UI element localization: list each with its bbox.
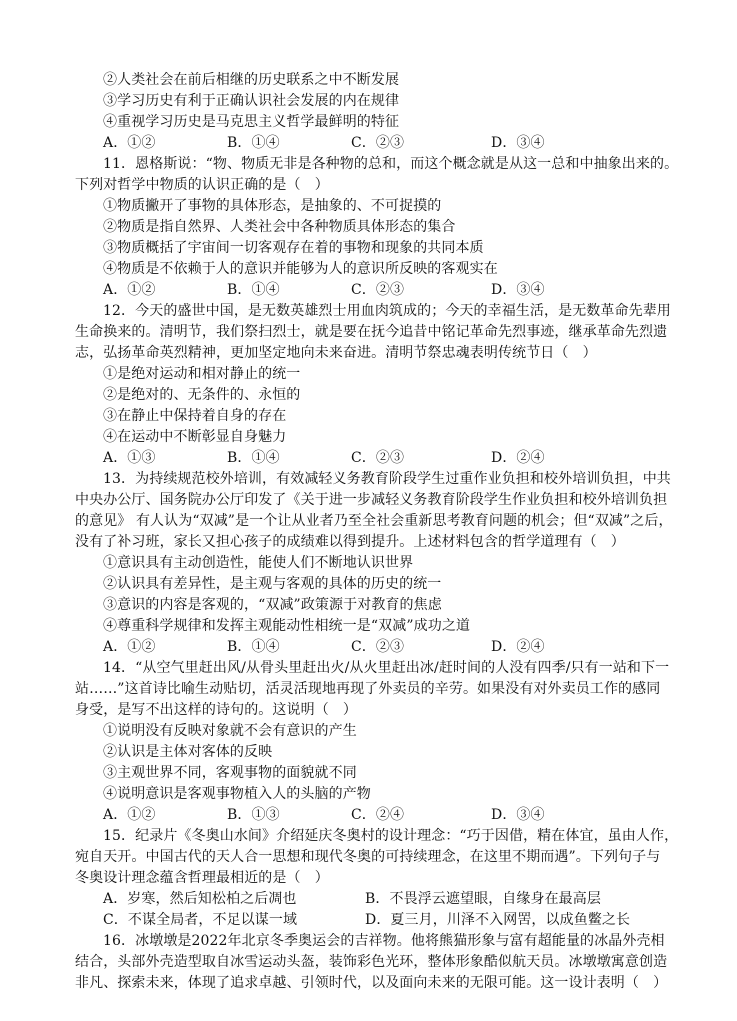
option-b: B．①④	[227, 282, 280, 298]
option-a: A．①②	[103, 639, 156, 655]
q12-statement-2: ②是绝对的、无条件的、永恒的	[103, 387, 301, 403]
q11-stem-line-2: 下列对哲学中物质的认识正确的是（ ）	[75, 177, 329, 193]
q13-statement-4: ④尊重科学规律和发挥主观能动性相统一是“双减”成功之道	[103, 618, 471, 634]
q10-statement-3: ③学习历史有利于正确认识社会发展的内在规律	[103, 93, 400, 109]
option-b: B．①④	[227, 135, 280, 151]
option-b: B．不畏浮云遮望眼，自缘身在最高层	[365, 891, 601, 907]
q13-stem-line-3: 的意见》 有人认为“双减”是一个让从业者乃至全社会重新思考教育问题的机会；但“双减”之后，	[75, 513, 673, 529]
q14-stem-line-3: 身受，是写不出这样的诗句的。这说明（ ）	[75, 702, 357, 718]
q11-stem-line-1: 11．恩格斯说：“物、物质无非是各种物的总和，而这个概念就是从这一总和中抽象出来的。	[103, 156, 679, 172]
option-d: D．③④	[491, 135, 545, 151]
option-b: B．①④	[227, 639, 280, 655]
q13-stem-line-2: 中央办公厅、国务院办公厅印发了《关于进一步减轻义务教育阶段学生作业负担和校外培训负担	[75, 492, 668, 508]
option-d: D．②④	[491, 639, 545, 655]
q11-statement-1: ①物质撇开了事物的具体形态，是抽象的、不可捉摸的	[103, 198, 442, 214]
q15-stem-line-3: 冬奥设计理念蕴含哲理最相近的是（ ）	[75, 870, 329, 886]
option-a: A．①③	[103, 450, 156, 466]
option-b: B．①③	[227, 807, 280, 823]
option-d: D．③④	[491, 807, 545, 823]
q14-statement-4: ④说明意识是客观事物植入人的头脑的产物	[103, 786, 371, 802]
q13-stem-line-1: 13．为持续规范校外培训，有效减轻义务教育阶段学生过重作业负担和校外培训负担，中共	[103, 471, 671, 487]
q11-statement-3: ③物质概括了宇宙间一切客观存在着的事物和现象的共同本质	[103, 240, 484, 256]
q12-stem-line-1: 12．今天的盛世中国，是无数英雄烈士用血肉筑成的；今天的幸福生活，是无数革命先辈用	[103, 303, 671, 319]
option-c: C．②③	[351, 135, 405, 151]
q14-statement-1: ①说明没有反映对象就不会有意识的产生	[103, 723, 357, 739]
option-d: D．③④	[491, 282, 545, 298]
q12-stem-line-3: 志，弘扬革命英烈精神，更加坚定地向未来奋进。清明节祭忠魂表明传统节日（ ）	[75, 345, 597, 361]
option-a: A．岁寒，然后知松柏之后凋也	[103, 891, 297, 907]
option-c: C．②④	[351, 807, 405, 823]
q16-stem-line-3: 非凡、探索未来，体现了追求卓越、引领时代，以及面向未来的无限可能。这一设计表明（ ）	[75, 975, 668, 991]
q12-statement-4: ④在运动中不断彰显自身魅力	[103, 429, 287, 445]
option-c: C．不谋全局者，不足以谋一域	[103, 912, 298, 928]
q12-statement-3: ③在静止中保持着自身的存在	[103, 408, 287, 424]
option-a: A．①②	[103, 807, 156, 823]
option-c: C．②③	[351, 639, 405, 655]
q14-statement-2: ②认识是主体对客体的反映	[103, 744, 273, 760]
q14-stem-line-1: 14．“从空气里赶出风/从骨头里赶出火/从火里赶出冰/赶时间的人没有四季/只有一站和下一	[103, 660, 670, 676]
q16-stem-line-2: 结合，头部外壳造型取自冰雪运动头盔，装饰彩色光环，整体形象酷似航天员。冰墩墩寓意创造	[75, 954, 668, 970]
q13-stem-line-4: 没有了补习班，家长又担心孩子的成绩难以得到提升。上述材料包含的哲学道理有（ ）	[75, 534, 625, 550]
q13-statement-2: ②认识具有差异性，是主观与客观的具体的历史的统一	[103, 576, 442, 592]
q15-stem-line-2: 宛自天开。中国古代的天人合一思想和现代冬奥的可持续理念，在这里不期而遇”。下列句子与	[75, 849, 661, 865]
q14-statement-3: ③主观世界不同，客观事物的面貌就不同	[103, 765, 357, 781]
option-d: D．夏三月，川泽不入网罟，以成鱼鳖之长	[365, 912, 631, 928]
option-d: D．②④	[491, 450, 545, 466]
q11-statement-4: ④物质是不依赖于人的意识并能够为人的意识所反映的客观实在	[103, 261, 498, 277]
q10-statement-4: ④重视学习历史是马克思主义哲学最鲜明的特征	[103, 114, 400, 130]
q11-statement-2: ②物质是指自然界、人类社会中各种物质具体形态的集合	[103, 219, 456, 235]
option-c: C．②③	[351, 282, 405, 298]
q13-statement-1: ①意识具有主动创造性，能使人们不断地认识世界	[103, 555, 414, 571]
q15-stem-line-1: 15．纪录片《冬奥山水间》介绍延庆冬奥村的设计理念：“巧于因借，精在体宜，虽由人作，	[103, 828, 679, 844]
option-a: A．①②	[103, 135, 156, 151]
option-c: C．②③	[351, 450, 405, 466]
q13-statement-3: ③意识的内容是客观的，“双减”政策源于对教育的焦虑	[103, 597, 442, 613]
q12-stem-line-2: 生命换来的。清明节，我们祭扫烈士，就是要在抚今追昔中铭记革命先烈事迹，继承革命先烈遗	[75, 324, 668, 340]
option-b: B．①④	[227, 450, 280, 466]
q10-statement-2: ②人类社会在前后相继的历史联系之中不断发展	[103, 72, 400, 88]
option-a: A．①②	[103, 282, 156, 298]
q16-stem-line-1: 16．冰墩墩是2022年北京冬季奥运会的吉祥物。他将熊猫形象与富有超能量的冰晶外壳相	[103, 933, 665, 949]
q14-stem-line-2: 站……”这首诗比喻生动贴切，活灵活现地再现了外卖员的辛劳。如果没有对外卖员工作的感同	[75, 681, 661, 697]
q12-statement-1: ①是绝对运动和相对静止的统一	[103, 366, 301, 382]
